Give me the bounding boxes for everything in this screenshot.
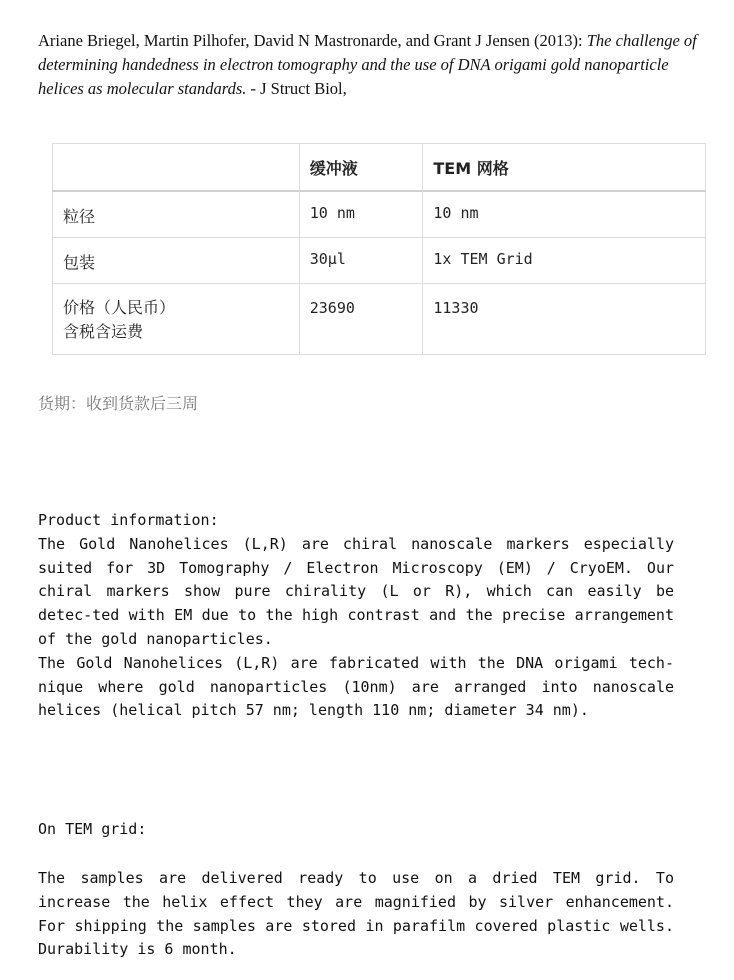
citation-authors-year: Ariane Briegel, Martin Pilhofer, David N Mastronarde, and Grant J Jensen (2013): [38,31,583,50]
price-label-line1: 价格（人民币） [63,298,176,317]
spec-table [52,143,706,355]
tem-grid-heading: On TEM grid: [38,820,147,838]
cell-tem-packaging: 1x TEM Grid [423,238,706,284]
table-row [53,238,706,284]
cell-buffer-size: 10 nm [299,191,423,238]
table-header-row [53,144,706,192]
cell-buffer-price: 23690 [299,284,423,355]
table-row [53,191,706,238]
row-label-price [53,284,300,355]
product-information [38,509,674,723]
price-label-line2: 含税含运费 [63,322,144,341]
citation [38,29,698,101]
cell-tem-size: 10 nm [423,191,706,238]
header-tem-grid: TEM 网格 [423,144,706,192]
product-paragraph-2: The Gold Nanohelices (L,R) are fabricated with the DNA origami tech-nique where gold nanoparticles (10nm) are arranged into nanoscale helices (helical pitch 57 nm; length 110 nm; diameter 34 nm). [38,653,674,720]
row-label-size: 粒径 [53,191,300,238]
delivery-time: 货期：收到货款后三周 [38,394,199,413]
table-row [53,284,706,355]
row-label-packaging: 包装 [53,238,300,284]
citation-journal: - J Struct Biol, [246,79,347,98]
header-empty [53,144,300,192]
header-buffer: 缓冲液 [299,144,423,192]
tem-grid-text: The samples are delivered ready to use on a dried TEM grid. To increase the helix effect they are magnified by silver enhancement. For shipping the samples are stored in parafilm covered plastic wells. Durability is 6 month. [38,869,674,959]
citation-title: The challenge of determining handedness in electron tomography and the use of DNA origami gold nanoparticle helices as molecular standards. [38,31,697,98]
product-heading: Product information: [38,511,219,529]
product-paragraph-1: The Gold Nanohelices (L,R) are chiral nanoscale markers especially suited for 3D Tomography / Electron Microscopy (EM) / CryoEM. Our chiral markers show pure chirality (L or R), which can easily be detec-ted with EM due to the high contrast and the precise arrangement of the gold nanoparticles. [38,534,674,648]
cell-buffer-packaging: 30μl [299,238,423,284]
cell-tem-price: 11330 [423,284,706,355]
